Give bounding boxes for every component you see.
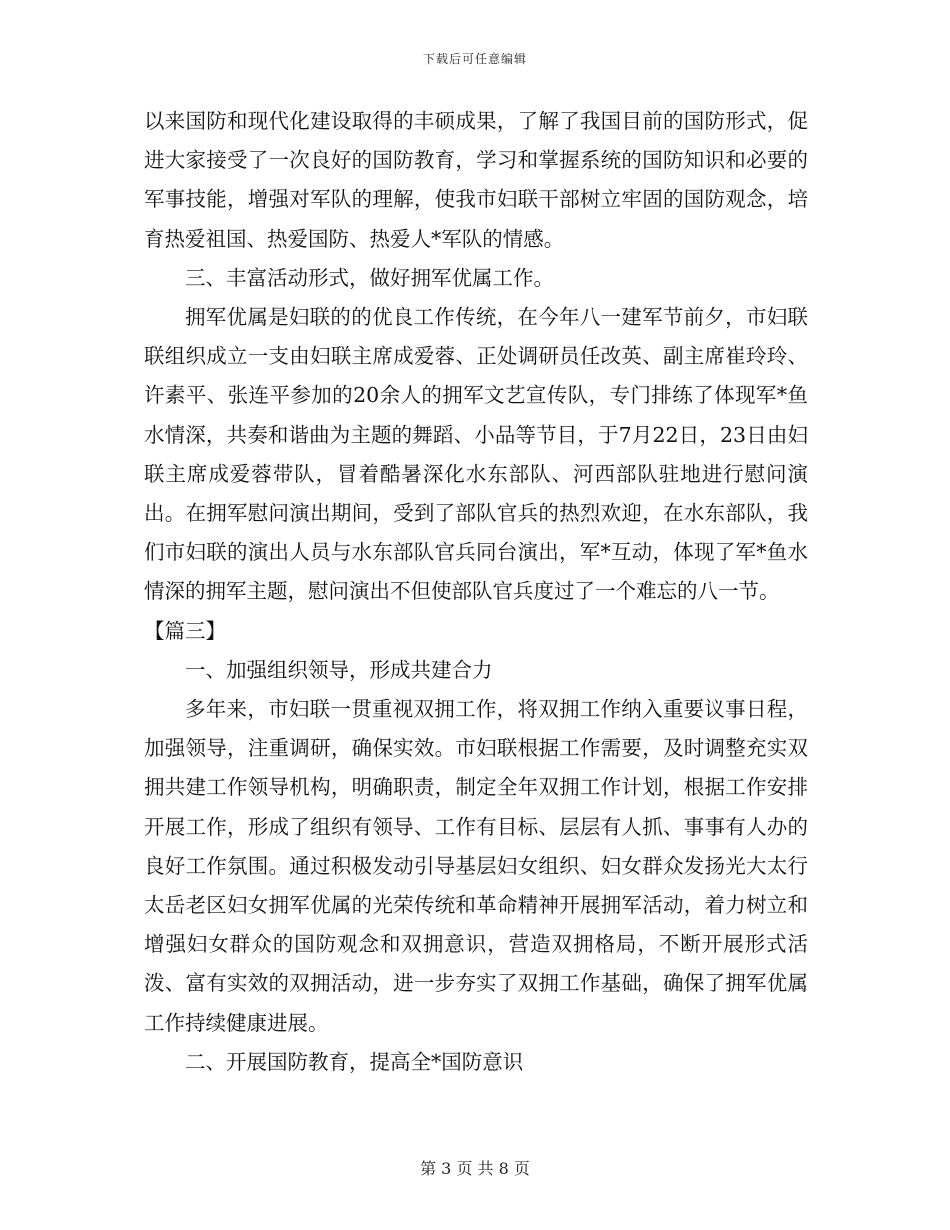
paragraph-continuation: 以来国防和现代化建设取得的丰硕成果，了解了我国目前的国防形式，促进大家接受了一次良好的国防教育，学习和掌握系统的国防知识和必要的军事技能，增强对军队的理解，使我市妇联干部树立牢固的国防观念，培育热爱祖国、热爱国防、热爱人*军队的情感。: [144, 109, 808, 251]
paragraph-organization-leadership: 多年来，市妇联一贯重视双拥工作，将双拥工作纳入重要议事日程，加强领导，注重调研，确保实效。市妇联根据工作需要，及时调整充实双拥共建工作领导机构，明确职责，制定全年双拥工作计划，根据工作安排开展工作，形成了组织有领导、工作有目标、层层有人抓、事事有人办的良好工作氛围。通过积极发动引导基层妇女组织、妇女群众发扬光大太行太岳老区妇女拥军优属的光荣传统和革命精神开展拥军活动，着力树立和增强妇女群众的国防观念和双拥意识，营造双拥格局，不断开展形式活泼、富有实效的双拥活动，进一步夯实了双拥工作基础，确保了拥军优属工作持续健康进展。: [144, 697, 808, 1035]
section-heading-three: 三、丰富活动形式，做好拥军优属工作。: [185, 265, 554, 290]
article-section-title: 【篇三】: [144, 618, 226, 643]
page-header-note: 下载后可任意编辑: [422, 52, 527, 66]
page-number-footer: 第 3 页 共 8 页: [420, 1159, 530, 1178]
document-body: [144, 102, 808, 1082]
section-heading-one: 一、加强组织领导，形成共建合力: [185, 657, 493, 682]
section-heading-two: 二、开展国防教育，提高全*国防意识: [185, 1049, 524, 1074]
paragraph-army-support: 拥军优属是妇联的的优良工作传统，在今年八一建军节前夕，市妇联联组织成立一支由妇联主席成爱蓉、正处调研员任改英、副主席崔玲玲、许素平、张连平参加的20余人的拥军文艺宣传队，专门排练了体现军*鱼水情深，共奏和谐曲为主题的舞蹈、小品等节目，于7月22日，23日由妇联主席成爱蓉带队，冒着酷暑深化水东部队、河西部队驻地进行慰问演出。在拥军慰问演出期间，受到了部队官兵的热烈欢迎，在水东部队，我们市妇联的演出人员与水东部队官兵同台演出，军*互动，体现了军*鱼水情深的拥军主题，慰问演出不但使部队官兵度过了一个难忘的八一节。: [144, 305, 808, 604]
